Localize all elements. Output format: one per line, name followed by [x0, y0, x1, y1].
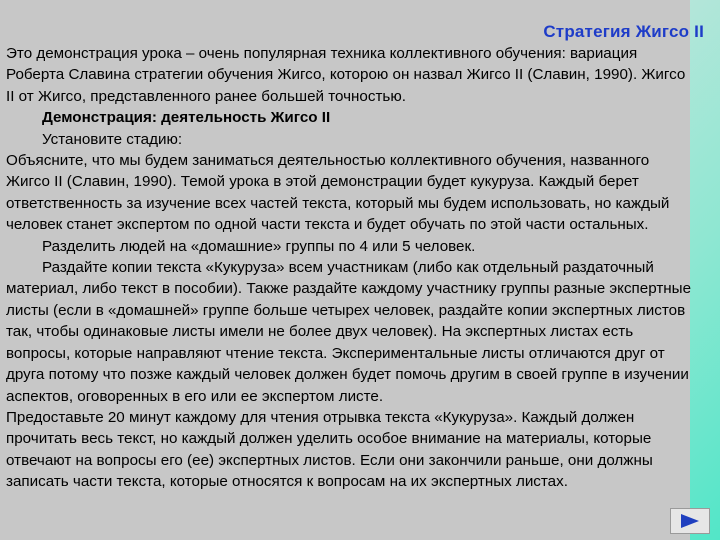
intro-paragraph: Это демонстрация урока – очень популярная техника коллективного обучения: вариация Роберта Славина стратегии обучения Жигсо, которою он назвал Жигсо II (Славин, 1990). Жигсо II от Жигсо, представленного ранее большей точностью. — [6, 45, 686, 105]
handout-paragraph: Раздайте копии текста «Кукуруза» всем участникам (либо как отдельный раздаточный материал, либо текст в пособии). Также раздайте каждому участнику группы разные экспертные листы (если в «домашней» группе больше четырех человек, раздайте копии экспертных листов так, чтобы одинаковые листы имели не более двух человек). На экспертных листах есть вопросы, которые направляют чтение текста. Экспериментальные листы отличаются друг от друга потому что позже каждый человек должен будет помочь другим в своей группе в изучении аспектов, оговоренных в его или ее экспертом листе. — [6, 259, 692, 405]
groups-paragraph: Разделить людей на «домашние» группы по 4 или 5 человек. — [42, 237, 476, 255]
explain-paragraph: Объясните, что мы будем заниматься деятельностью коллективного обучения, названного Жигсо II (Славин, 1990). Темой урока в этой демонстрации будет кукуруза. Каждый берет ответственность за изучение всех частей текста, который мы будем использовать, но каждый человек станет экспертом по одной части текста и будет обучать по этой части остальных. — [6, 152, 670, 234]
next-slide-button[interactable] — [670, 508, 710, 534]
play-next-icon — [679, 513, 701, 529]
demo-heading: Демонстрация: деятельность Жигсо II — [42, 109, 331, 127]
set-stage-line: Установите стадию: — [42, 130, 183, 148]
reading-paragraph: Предоставьте 20 минут каждому для чтения отрывка текста «Кукуруза». Каждый должен прочитать весь текст, но каждый должен уделить особое внимание на материалы, которые отвечают на вопросы его (ее) экспертных листов. Если они закончили раньше, они должны записать части текста, которые относятся к вопросам на их экспертных листах. — [6, 408, 653, 491]
slide-body — [6, 43, 696, 493]
slide-title: Стратегия Жигсо II — [543, 22, 704, 41]
